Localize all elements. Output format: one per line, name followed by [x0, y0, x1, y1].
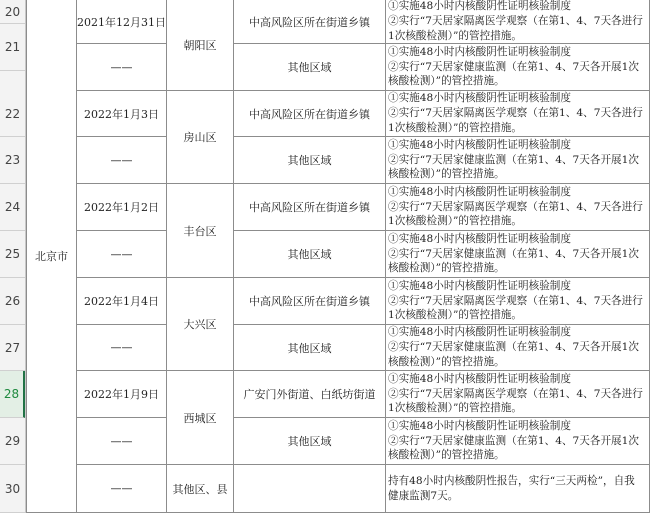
area-cell[interactable]: 中高风险区所在街道乡镇: [234, 91, 386, 137]
area-cell[interactable]: 其他区域: [234, 325, 386, 371]
row-header-21[interactable]: 21: [0, 24, 25, 71]
measures-cell[interactable]: [386, 0, 650, 44]
row-header-25[interactable]: 25: [0, 231, 25, 278]
measures-text: ①实施48小时内核酸阴性证明核验制度 ②实行“7天居家隔离医学观察（在第1、4、7天各进行1次核酸检测）”的管控措施。: [388, 279, 643, 322]
date-cell[interactable]: ——: [77, 231, 167, 278]
area-cell[interactable]: [234, 465, 386, 513]
measures-text: ①实施48小时内核酸阴性证明核验制度 ②实行“7天居家隔离医学观察（在第1、4、7天各进行1次核酸检测）”的管控措施。: [388, 372, 643, 415]
row-header-23[interactable]: 23: [0, 137, 25, 184]
district-cell[interactable]: 房山区: [167, 91, 234, 184]
measures-text: ①实施48小时内核酸阴性证明核验制度 ②实行“7天居家隔离医学观察（在第1、4、7天各进行1次核酸检测）”的管控措施。: [388, 92, 643, 134]
measures-cell[interactable]: [386, 231, 650, 278]
measures-cell[interactable]: [386, 137, 650, 184]
row-header-27[interactable]: 27: [0, 325, 25, 371]
date-cell[interactable]: 2022年1月2日: [77, 184, 167, 231]
measures-cell[interactable]: [386, 184, 650, 231]
date-cell[interactable]: ——: [77, 465, 167, 513]
date-cell[interactable]: 2022年1月9日: [77, 371, 167, 418]
measures-text: ①实施48小时内核酸阴性证明核验制度 ②实行“7天居家隔离医学观察（在第1、4、7天各进行1次核酸检测）”的管控措施。: [388, 185, 643, 228]
area-cell[interactable]: 中高风险区所在街道乡镇: [234, 0, 386, 44]
row-header-29[interactable]: 29: [0, 418, 25, 465]
measures-text: ①实施48小时内核酸阴性证明核验制度 ②实行“7天居家健康监测（在第1、4、7天各开展1次核酸检测）”的管控措施。: [388, 326, 639, 368]
date-cell[interactable]: 2022年1月3日: [77, 91, 167, 137]
measures-cell[interactable]: [386, 371, 650, 418]
date-cell[interactable]: 2022年1月4日: [77, 278, 167, 325]
measures-text: ①实施48小时内核酸阴性证明核验制度 ②实行“7天居家隔离医学观察（在第1、4、7天各进行1次核酸检测）”的管控措施。: [388, 0, 643, 42]
measures-cell[interactable]: [386, 325, 650, 371]
measures-text: ①实施48小时内核酸阴性证明核验制度 ②实行“7天居家健康监测（在第1、4、7天各开展1次核酸检测）”的管控措施。: [388, 419, 639, 462]
area-cell[interactable]: 其他区域: [234, 44, 386, 91]
row-header-24[interactable]: 24: [0, 184, 25, 231]
row-header-30[interactable]: 30: [0, 465, 25, 513]
row-header-20[interactable]: 20: [0, 0, 25, 24]
district-cell[interactable]: 西城区: [167, 371, 234, 465]
row-header-28[interactable]: 28: [0, 371, 25, 418]
measures-cell[interactable]: [386, 278, 650, 325]
measures-text: ①实施48小时内核酸阴性证明核验制度 ②实行“7天居家健康监测（在第1、4、7天各开展1次核酸检测）”的管控措施。: [388, 45, 639, 88]
district-cell[interactable]: 丰台区: [167, 184, 234, 278]
measures-cell[interactable]: [386, 91, 650, 137]
row-header-26[interactable]: 26: [0, 278, 25, 325]
area-cell[interactable]: 中高风险区所在街道乡镇: [234, 278, 386, 325]
area-cell[interactable]: 广安门外街道、白纸坊街道: [234, 371, 386, 418]
date-cell[interactable]: 2021年12月31日: [77, 0, 167, 44]
date-cell[interactable]: ——: [77, 325, 167, 371]
measures-cell[interactable]: [386, 418, 650, 465]
measures-cell[interactable]: [386, 465, 650, 513]
date-cell[interactable]: ——: [77, 418, 167, 465]
district-cell[interactable]: 其他区、县: [167, 465, 234, 513]
date-cell[interactable]: ——: [77, 137, 167, 184]
area-cell[interactable]: 中高风险区所在街道乡镇: [234, 184, 386, 231]
row-header-22[interactable]: 22: [0, 91, 25, 137]
measures-cell[interactable]: [386, 44, 650, 91]
measures-text: ①实施48小时内核酸阴性证明核验制度 ②实行“7天居家健康监测（在第1、4、7天各开展1次核酸检测）”的管控措施。: [388, 138, 639, 181]
measures-text: 持有48小时内核酸阴性报告，实行“三天两检”，自我健康监测7天。: [388, 474, 635, 502]
area-cell[interactable]: 其他区域: [234, 418, 386, 465]
district-cell[interactable]: 朝阳区: [167, 0, 234, 91]
city-cell[interactable]: 北京市: [27, 0, 77, 513]
area-cell[interactable]: 其他区域: [234, 231, 386, 278]
measures-text: ①实施48小时内核酸阴性证明核验制度 ②实行“7天居家健康监测（在第1、4、7天各开展1次核酸检测）”的管控措施。: [388, 232, 639, 275]
row-header-gap: [0, 71, 25, 91]
date-cell[interactable]: ——: [77, 44, 167, 91]
area-cell[interactable]: 其他区域: [234, 137, 386, 184]
district-cell[interactable]: 大兴区: [167, 278, 234, 371]
